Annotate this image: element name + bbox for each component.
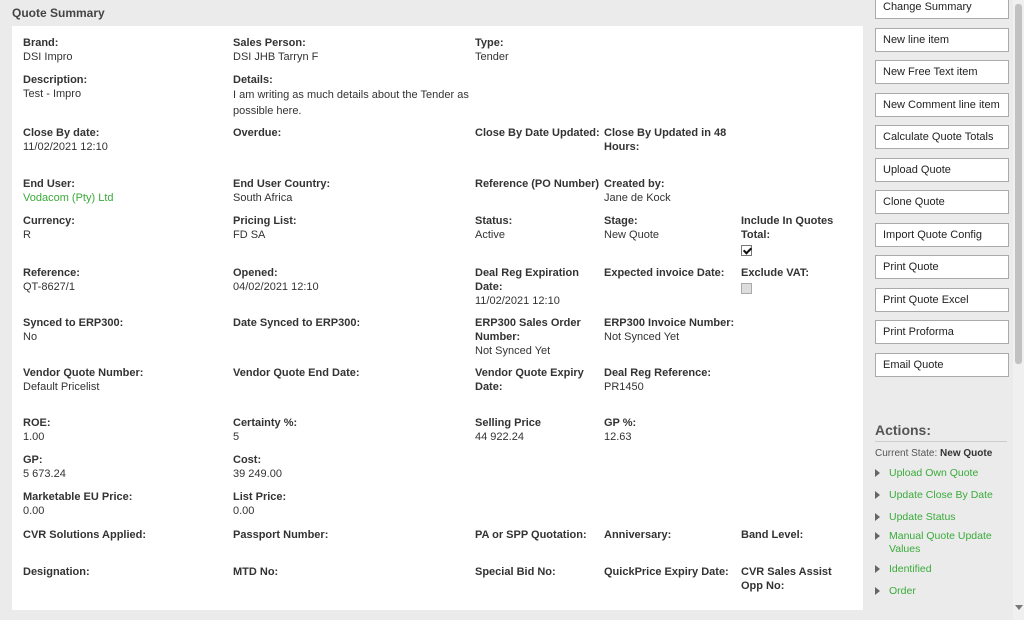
field-cvr-solutions	[23, 528, 183, 542]
field-label: Close By date:	[23, 127, 100, 139]
field-stage	[604, 214, 729, 242]
field-certainty	[233, 416, 358, 444]
field-value: 39 249.00	[233, 468, 282, 480]
field-value: QT-8627/1	[23, 281, 75, 293]
actions-title: Actions:	[875, 422, 931, 438]
calculate-quote-totals-button[interactable]: Calculate Quote Totals	[875, 125, 1009, 149]
field-value: 04/02/2021 12:10	[233, 281, 319, 293]
field-passport-number	[233, 528, 393, 542]
field-list-price	[233, 490, 358, 518]
field-created-by	[604, 177, 729, 205]
field-marketable-eu	[23, 490, 183, 518]
field-erp300-invoice	[604, 316, 749, 344]
field-anniversary	[604, 528, 729, 542]
field-vendor-quote-number	[23, 366, 183, 394]
field-label: Description:	[23, 74, 88, 86]
field-value: Not Synced Yet	[475, 345, 551, 357]
field-label: MTD No:	[233, 566, 279, 578]
action-label: Update Close By Date	[889, 489, 993, 501]
field-label: Passport Number:	[233, 529, 329, 541]
field-label: Status:	[475, 215, 513, 227]
arrow-right-icon	[875, 587, 880, 595]
action-update-close-by-date[interactable]	[875, 489, 1015, 502]
field-label: Reference (PO Number)	[475, 178, 600, 190]
field-label: GP %:	[604, 417, 637, 429]
exclude-vat-checkbox[interactable]	[741, 283, 752, 294]
arrow-right-icon	[875, 469, 880, 477]
field-label: Stage:	[604, 215, 638, 227]
field-selling-price	[475, 416, 600, 444]
field-label: Exclude VAT:	[741, 267, 810, 279]
action-label: Order	[889, 585, 916, 597]
new-line-item-button[interactable]: New line item	[875, 28, 1009, 52]
field-overdue	[233, 126, 358, 140]
field-value: 11/02/2021 12:10	[475, 295, 560, 307]
field-value: PR1450	[604, 381, 644, 393]
field-details	[233, 73, 473, 119]
field-label: Details:	[233, 74, 273, 86]
field-value: Jane de Kock	[604, 192, 671, 204]
action-label: Upload Own Quote	[889, 467, 979, 479]
field-special-bid	[475, 565, 600, 579]
field-value: Tender	[475, 51, 509, 63]
field-label: CVR Solutions Applied:	[23, 529, 147, 541]
field-label: Synced to ERP300:	[23, 317, 124, 329]
end-user-link[interactable]: Vodacom (Pty) Ltd	[23, 192, 114, 204]
field-deal-reg-reference	[604, 366, 744, 394]
field-vendor-quote-end	[233, 366, 393, 380]
field-value: FD SA	[233, 229, 266, 241]
scrollbar-thumb[interactable]	[1015, 4, 1022, 364]
scroll-down-icon[interactable]	[1015, 605, 1023, 610]
action-identified[interactable]	[875, 563, 1015, 576]
field-synced-erp300	[23, 316, 148, 344]
field-label: Close By Updated in 48 Hours:	[604, 127, 727, 153]
field-label: Include In Quotes Total:	[741, 215, 834, 241]
field-label: Overdue:	[233, 127, 282, 139]
arrow-right-icon	[875, 491, 880, 499]
field-value: R	[23, 229, 31, 241]
field-close-by-updated-48	[604, 126, 729, 154]
field-label: Type:	[475, 37, 504, 49]
action-label: Identified	[889, 563, 932, 575]
action-upload-own-quote[interactable]	[875, 467, 1015, 480]
import-quote-config-button[interactable]: Import Quote Config	[875, 223, 1009, 247]
field-exclude-vat	[741, 266, 851, 294]
field-label: Sales Person:	[233, 37, 306, 49]
field-cvr-sales-assist	[741, 565, 841, 593]
field-label: Designation:	[23, 566, 90, 578]
action-update-status[interactable]	[875, 511, 1015, 524]
field-sales-person	[233, 36, 393, 64]
clone-quote-button[interactable]: Clone Quote	[875, 190, 1009, 214]
field-value: 44 922.24	[475, 431, 524, 443]
field-label: Expected invoice Date:	[604, 267, 725, 279]
field-value: 0.00	[233, 505, 255, 517]
actions-divider	[875, 441, 1007, 442]
action-manual-quote-update-values[interactable]	[875, 530, 1013, 556]
field-label: Created by:	[604, 178, 665, 190]
field-label: QuickPrice Expiry Date:	[604, 566, 729, 578]
field-value: 11/02/2021 12:10	[23, 141, 108, 153]
field-label: Selling Price	[475, 417, 542, 429]
field-include-in-totals	[741, 214, 851, 256]
current-state	[875, 448, 992, 459]
field-value: 0.00	[23, 505, 45, 517]
field-date-synced-erp300	[233, 316, 393, 330]
field-value: I am writing as much details about the Tender as possible here.	[233, 89, 469, 117]
upload-quote-button[interactable]: Upload Quote	[875, 158, 1009, 182]
field-expected-invoice-date	[604, 266, 739, 280]
field-end-user	[23, 177, 148, 205]
email-quote-button[interactable]: Email Quote	[875, 353, 1009, 377]
field-value: 1.00	[23, 431, 45, 443]
current-state-label: Current State:	[875, 448, 938, 459]
field-mtd-no	[233, 565, 358, 579]
field-description	[23, 73, 148, 101]
field-label: Cost:	[233, 454, 262, 466]
field-label: Special Bid No:	[475, 566, 556, 578]
field-status	[475, 214, 600, 242]
arrow-right-icon	[875, 565, 880, 573]
page-title: Quote Summary	[12, 6, 105, 20]
field-label: Deal Reg Expiration Date:	[475, 267, 579, 293]
new-comment-line-item-button[interactable]: New Comment line item	[875, 93, 1009, 117]
field-label: Vendor Quote Expiry Date:	[475, 367, 584, 393]
field-label: Reference:	[23, 267, 80, 279]
field-cost	[233, 453, 358, 481]
field-value: Test - Impro	[23, 88, 82, 100]
field-label: Brand:	[23, 37, 59, 49]
action-label: Update Status	[889, 511, 956, 523]
field-value: 12.63	[604, 431, 632, 443]
field-value: South Africa	[233, 192, 293, 204]
field-label: Anniversary:	[604, 529, 672, 541]
field-label: Close By Date Updated:	[475, 127, 600, 139]
change-summary-button[interactable]: Change Summary	[875, 0, 1009, 19]
field-opened	[233, 266, 358, 294]
field-label: PA or SPP Quotation:	[475, 529, 587, 541]
field-designation	[23, 565, 148, 579]
action-label: Manual Quote Update Values	[889, 530, 992, 555]
field-value: Default Pricelist	[23, 381, 100, 393]
field-reference	[23, 266, 148, 294]
field-value: No	[23, 331, 38, 343]
field-end-user-country	[233, 177, 358, 205]
arrow-right-icon	[875, 532, 880, 540]
field-gp	[23, 453, 148, 481]
print-quote-button[interactable]: Print Quote	[875, 255, 1009, 279]
field-band-level	[741, 528, 851, 542]
field-close-by-date	[23, 126, 148, 154]
field-label: ERP300 Invoice Number:	[604, 317, 735, 329]
quote-summary-panel	[12, 26, 863, 610]
field-label: Date Synced to ERP300:	[233, 317, 361, 329]
action-order[interactable]	[875, 585, 1015, 598]
field-label: ROE:	[23, 417, 51, 429]
field-deal-reg-expiration	[475, 266, 595, 308]
field-label: End User:	[23, 178, 75, 190]
field-label: Band Level:	[741, 529, 804, 541]
current-state-value: New Quote	[940, 448, 993, 459]
field-brand	[23, 36, 148, 64]
vertical-scrollbar[interactable]	[1013, 0, 1024, 620]
print-proforma-button[interactable]: Print Proforma	[875, 320, 1009, 344]
field-label: Certainty %:	[233, 417, 298, 429]
new-free-text-item-button[interactable]: New Free Text item	[875, 60, 1009, 84]
field-type	[475, 36, 600, 64]
field-quickprice-expiry	[604, 565, 739, 579]
field-roe	[23, 416, 148, 444]
field-value: DSI Impro	[23, 51, 73, 63]
field-value: 5 673.24	[23, 468, 66, 480]
field-pricing-list	[233, 214, 358, 242]
field-label: Vendor Quote End Date:	[233, 367, 360, 379]
arrow-right-icon	[875, 513, 880, 521]
field-label: Opened:	[233, 267, 278, 279]
field-label: Pricing List:	[233, 215, 297, 227]
field-label: Deal Reg Reference:	[604, 367, 711, 379]
field-label: ERP300 Sales Order Number:	[475, 317, 581, 343]
field-label: CVR Sales Assist Opp No:	[741, 566, 832, 592]
field-label: End User Country:	[233, 178, 331, 190]
field-pa-spp	[475, 528, 600, 542]
field-label: Marketable EU Price:	[23, 491, 133, 503]
field-label: Currency:	[23, 215, 75, 227]
field-value: Not Synced Yet	[604, 331, 680, 343]
field-value: 5	[233, 431, 240, 443]
field-label: Vendor Quote Number:	[23, 367, 144, 379]
field-label: GP:	[23, 454, 43, 466]
field-erp300-sales-order	[475, 316, 595, 358]
field-currency	[23, 214, 148, 242]
print-quote-excel-button[interactable]: Print Quote Excel	[875, 288, 1009, 312]
include-in-totals-checkbox[interactable]	[741, 245, 752, 256]
field-value: Active	[475, 229, 505, 241]
field-gp-pct	[604, 416, 729, 444]
field-value: New Quote	[604, 229, 660, 241]
field-label: List Price:	[233, 491, 287, 503]
field-vendor-quote-expiry	[475, 366, 595, 394]
field-value: DSI JHB Tarryn F	[233, 51, 319, 63]
